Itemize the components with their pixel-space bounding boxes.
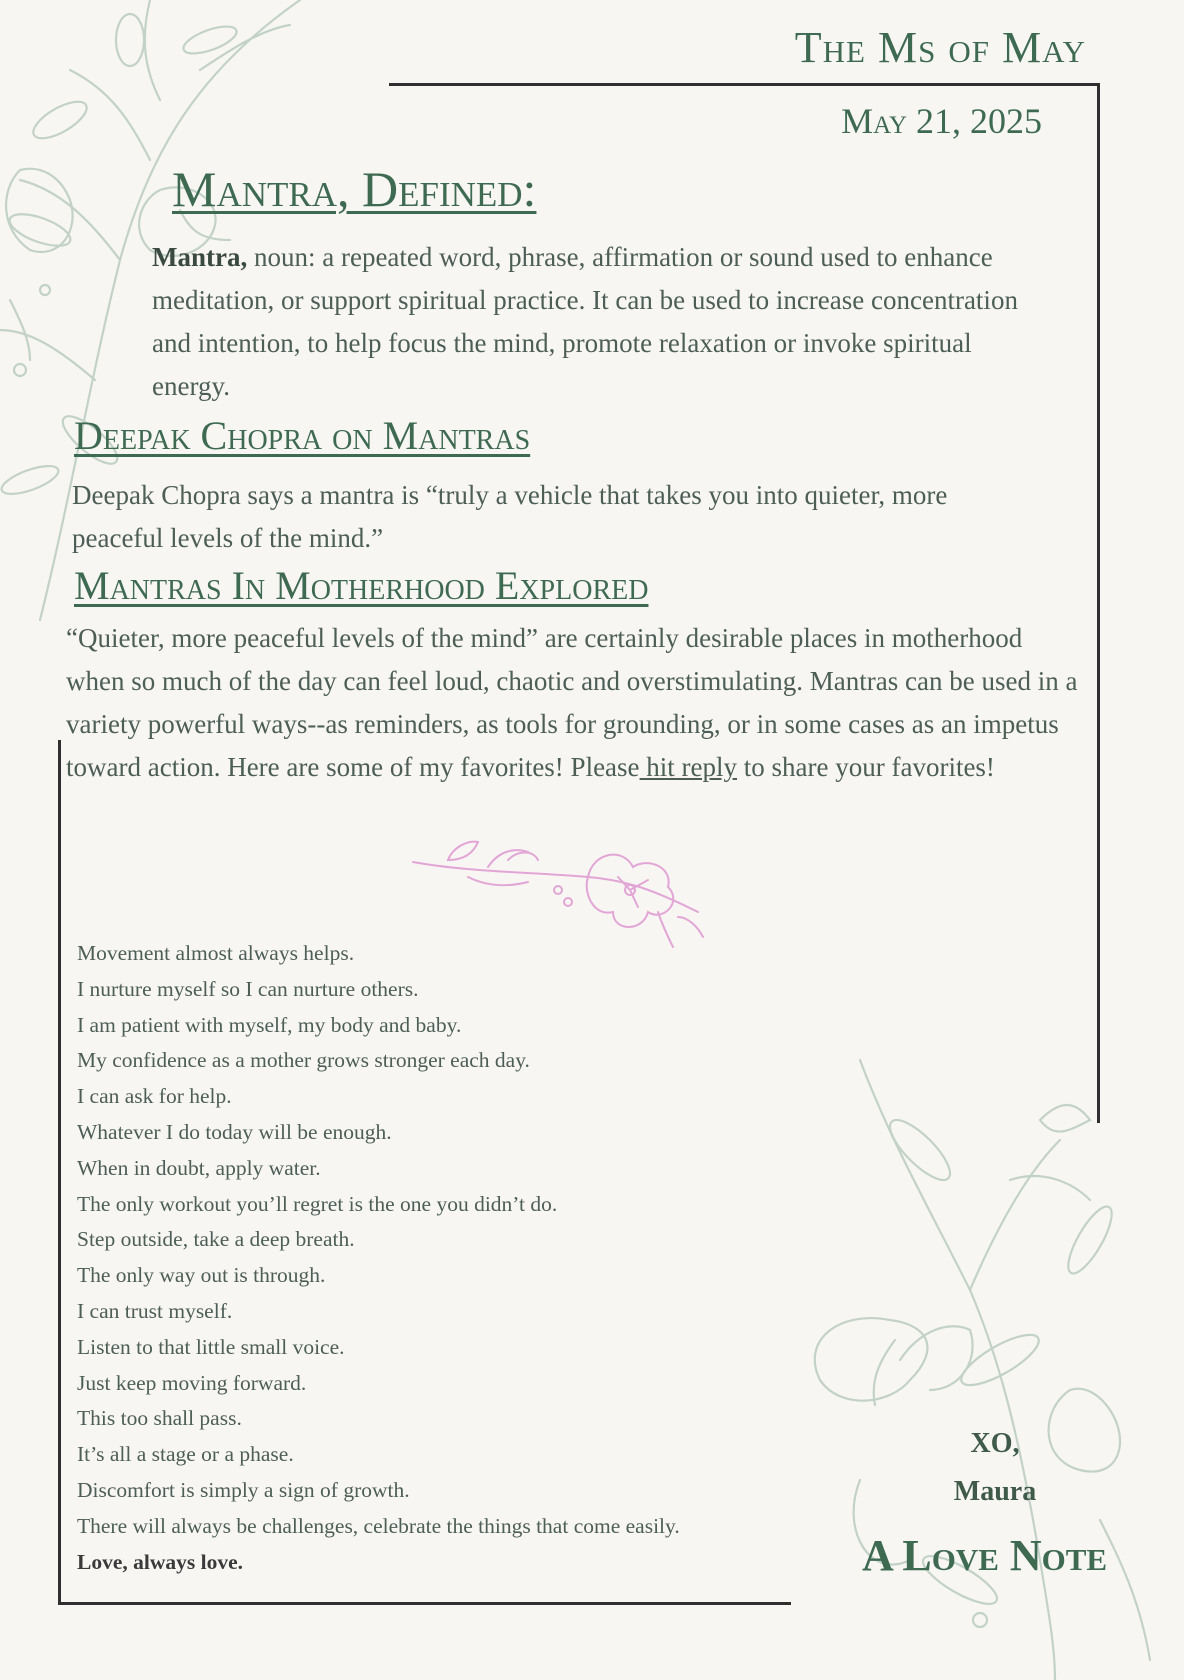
- mantra-item: It’s all a stage or a phase.: [77, 1442, 294, 1467]
- series-title: The Ms of May: [794, 23, 1086, 72]
- mantra-item: Love, always love.: [77, 1549, 244, 1574]
- motherhood-paragraph: [66, 617, 1086, 789]
- mantra-item: Movement almost always helps.: [77, 941, 355, 965]
- motherhood-heading: Mantras In Motherhood Explored: [74, 563, 649, 608]
- mantra-item: Just keep moving forward.: [77, 1370, 307, 1395]
- chopra-heading: Deepak Chopra on Mantras: [74, 413, 531, 458]
- definition-term: Mantra,: [152, 242, 248, 272]
- frame-top-line: [389, 83, 1100, 86]
- frame-bottom-line: [58, 1602, 791, 1605]
- pink-blossom-divider-icon: [408, 832, 728, 952]
- definition-heading: Mantra, Defined:: [172, 161, 537, 217]
- mantra-item: Step outside, take a deep breath.: [77, 1227, 355, 1252]
- chopra-paragraph: Deepak Chopra says a mantra is “truly a vehicle that takes you into quieter, more peaceful levels of the mind.”: [72, 480, 948, 553]
- botanical-flowers-bottom-right-icon: [800, 1060, 1180, 1680]
- mantra-item: When in doubt, apply water.: [77, 1155, 321, 1180]
- mantra-item: Discomfort is simply a sign of growth.: [77, 1477, 410, 1502]
- signoff: [950, 1420, 1040, 1516]
- mantra-item: Listen to that little small voice.: [77, 1334, 345, 1359]
- definition-paragraph: [152, 236, 1052, 408]
- signoff-name: Maura: [953, 1476, 1037, 1507]
- mantra-item: My confidence as a mother grows stronger each day.: [77, 1048, 530, 1073]
- issue-date: May 21, 2025: [841, 101, 1042, 141]
- brand-name: A Love Note: [862, 1531, 1108, 1580]
- mantra-list: [77, 936, 680, 1580]
- mantra-item: I can trust myself.: [77, 1298, 233, 1323]
- mantra-item: The only workout you’ll regret is the one you didn’t do.: [77, 1191, 558, 1216]
- mantra-item: There will always be challenges, celebrate the things that come easily.: [77, 1513, 680, 1538]
- mantra-item: The only way out is through.: [77, 1263, 326, 1288]
- mantra-item: I am patient with myself, my body and baby.: [77, 1012, 462, 1037]
- mantra-item: I nurture myself so I can nurture others.: [77, 976, 419, 1001]
- mantra-item: I can ask for help.: [77, 1084, 232, 1109]
- mantra-item: Whatever I do today will be enough.: [77, 1119, 392, 1144]
- definition-text: noun: a repeated word, phrase, affirmation or sound used to enhance meditation, or support spiritual practice. It can be used to increase concentration and intention, to help focus the mind, promote relaxation or invoke spiritual energy.: [152, 242, 1018, 401]
- motherhood-text-end: to share your favorites!: [737, 752, 995, 782]
- motherhood-text: “Quieter, more peaceful levels of the mind” are certainly desirable places in motherhood when so much of the day can feel loud, chaotic and overstimulating. Mantras can be used in a variety powerful ways--as reminders, as tools for grounding, or in some cases as an impetus toward action. Here are some of my favorites! Please: [66, 623, 1078, 782]
- hit-reply-link[interactable]: hit reply: [639, 752, 738, 782]
- frame-left-line: [58, 740, 61, 1605]
- frame-right-line: [1097, 83, 1100, 1123]
- signoff-xo: XO,: [970, 1428, 1020, 1459]
- mantra-item: This too shall pass.: [77, 1406, 242, 1431]
